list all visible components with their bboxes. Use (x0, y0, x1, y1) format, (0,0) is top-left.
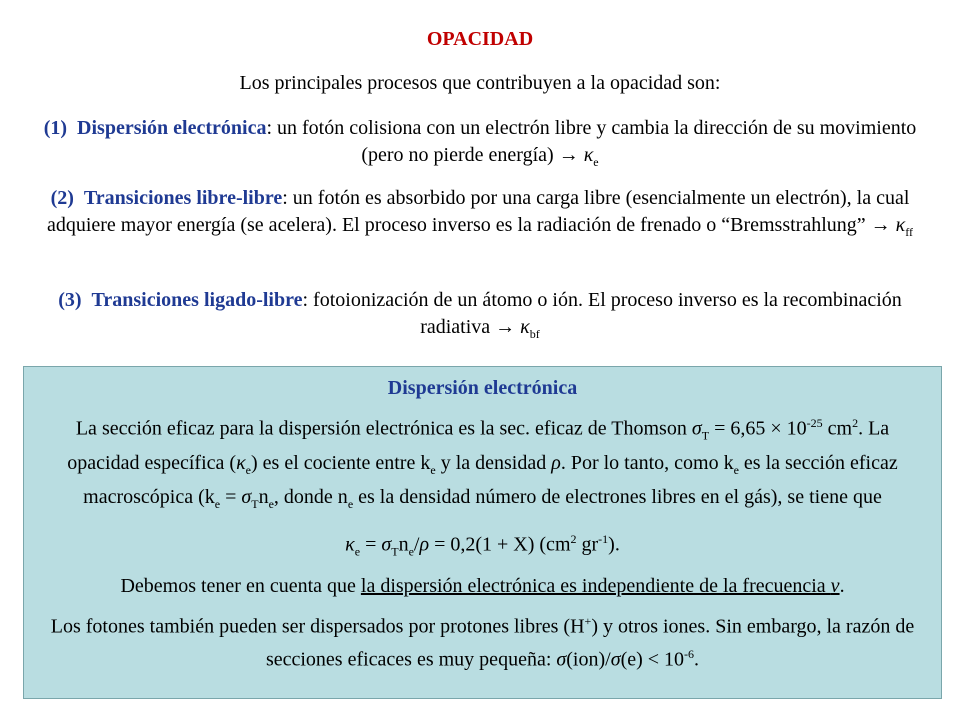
subscript: e (245, 462, 251, 477)
text-fragment: . (694, 648, 700, 671)
subscript: e (430, 462, 436, 477)
process-item-3 (30, 287, 930, 348)
electron-scattering-box (23, 366, 942, 699)
text-fragment: ). (608, 533, 620, 556)
rho-symbol: ρ (419, 533, 430, 556)
subscript: e (347, 496, 354, 511)
page-title: OPACIDAD (426, 28, 534, 50)
arrow-icon: → (558, 144, 579, 166)
superscript: -25 (806, 416, 823, 430)
process-item-2 (30, 185, 930, 246)
process-term: Dispersión electrónica (77, 117, 267, 139)
kappa-subscript: e (593, 155, 599, 169)
text-fragment: y la densidad (435, 451, 552, 474)
text-fragment: . La opacidad específica ( (67, 417, 890, 474)
process-number: (1) (43, 117, 68, 139)
intro-text: Los principales procesos que contribuyen a la opacidad son: (239, 72, 721, 94)
process-number: (2) (50, 187, 74, 209)
kappa-subscript: ff (905, 225, 914, 239)
process-item-1 (30, 115, 930, 176)
text-fragment: cm (822, 417, 853, 440)
box-paragraph-2 (38, 573, 927, 600)
sigma-symbol: σ (691, 417, 702, 440)
text-fragment: es la densidad número de electrones libres en el gás), se tiene que (353, 485, 882, 508)
process-term: Transiciones ligado-libre (91, 289, 303, 311)
rho-symbol: ρ (551, 451, 561, 474)
text-fragment: Los fotones también pueden ser dispersados por protones libres (H (50, 615, 585, 638)
sigma-symbol: σ (556, 648, 567, 671)
text-fragment: La sección eficaz para la dispersión electrónica es la sec. eficaz de Thomson (75, 417, 692, 440)
sigma-symbol: σ (610, 648, 621, 671)
kappa-symbol: κ (345, 533, 355, 556)
kappa-symbol: κ (583, 144, 594, 166)
subscript: e (268, 496, 274, 511)
kappa-symbol: κ (520, 316, 530, 338)
text-fragment: (e) < 10 (620, 648, 685, 671)
text-fragment: gr (576, 533, 599, 556)
text-fragment: la dispersión electrónica es independiente de la frecuencia (360, 575, 831, 598)
sigma-symbol: σ (241, 485, 252, 508)
nu-symbol: ν (830, 575, 840, 598)
box-paragraph-1 (38, 410, 927, 518)
text-fragment: = 6,65 × 10 (709, 417, 807, 440)
text-fragment: ) y otros iones. Sin embargo, la razón de secciones eficaces es muy pequeña: (265, 615, 915, 671)
superscript: 2 (852, 416, 859, 430)
subscript: e (733, 462, 739, 477)
text-fragment: = (220, 485, 242, 508)
superscript: 2 (570, 531, 577, 546)
subscript: e (354, 544, 361, 559)
subscript: T (701, 428, 710, 443)
process-text: : fotoionización de un átomo o ión. El proceso inverso es la recombinación radiativa (302, 289, 902, 338)
formula (38, 526, 927, 566)
text-fragment: Debemos tener en cuenta que (120, 575, 361, 598)
text-fragment: ) es el cociente entre k (251, 451, 431, 474)
text-fragment: . Por lo tanto, como k (560, 451, 734, 474)
superscript: -6 (684, 646, 695, 661)
subscript: T (251, 496, 259, 511)
text-fragment: = (360, 533, 382, 556)
superscript: -1 (598, 531, 609, 546)
kappa-subscript: bf (529, 327, 540, 341)
text-fragment: n (258, 485, 269, 508)
superscript: + (584, 614, 592, 629)
text-fragment: (ion)/ (566, 648, 611, 671)
text-fragment: n (398, 533, 409, 556)
subscript: e (408, 544, 414, 559)
kappa-symbol: κ (236, 451, 246, 474)
text-fragment: = 0,2(1 + X) (cm (429, 533, 571, 556)
text-fragment: es la sección eficaz macroscópica (k (83, 451, 898, 508)
subscript: e (214, 496, 221, 511)
sigma-symbol: σ (381, 533, 392, 556)
text-fragment: / (413, 533, 420, 556)
arrow-icon: → (870, 214, 891, 236)
box-title: Dispersión electrónica (387, 377, 578, 399)
arrow-icon: → (495, 316, 516, 338)
process-text: : un fotón es absorbido por una carga libre (esencialmente un electrón), la cual adquiere mayor energía (se acelera). El proceso inverso es la radiación de frenado o “Bremsstrahlung” (46, 187, 910, 236)
kappa-symbol: κ (895, 214, 906, 236)
process-term: Transiciones libre-libre (83, 187, 283, 209)
box-paragraph-3 (38, 608, 927, 673)
process-text: : un fotón colisiona con un electrón libre y cambia la dirección de su movimiento (pero no pierde energía) (266, 117, 917, 166)
process-number: (3) (58, 289, 82, 311)
subscript: T (391, 544, 399, 559)
text-fragment: , donde n (273, 485, 348, 508)
underlined-statement (361, 575, 840, 597)
text-fragment: . (839, 575, 845, 598)
